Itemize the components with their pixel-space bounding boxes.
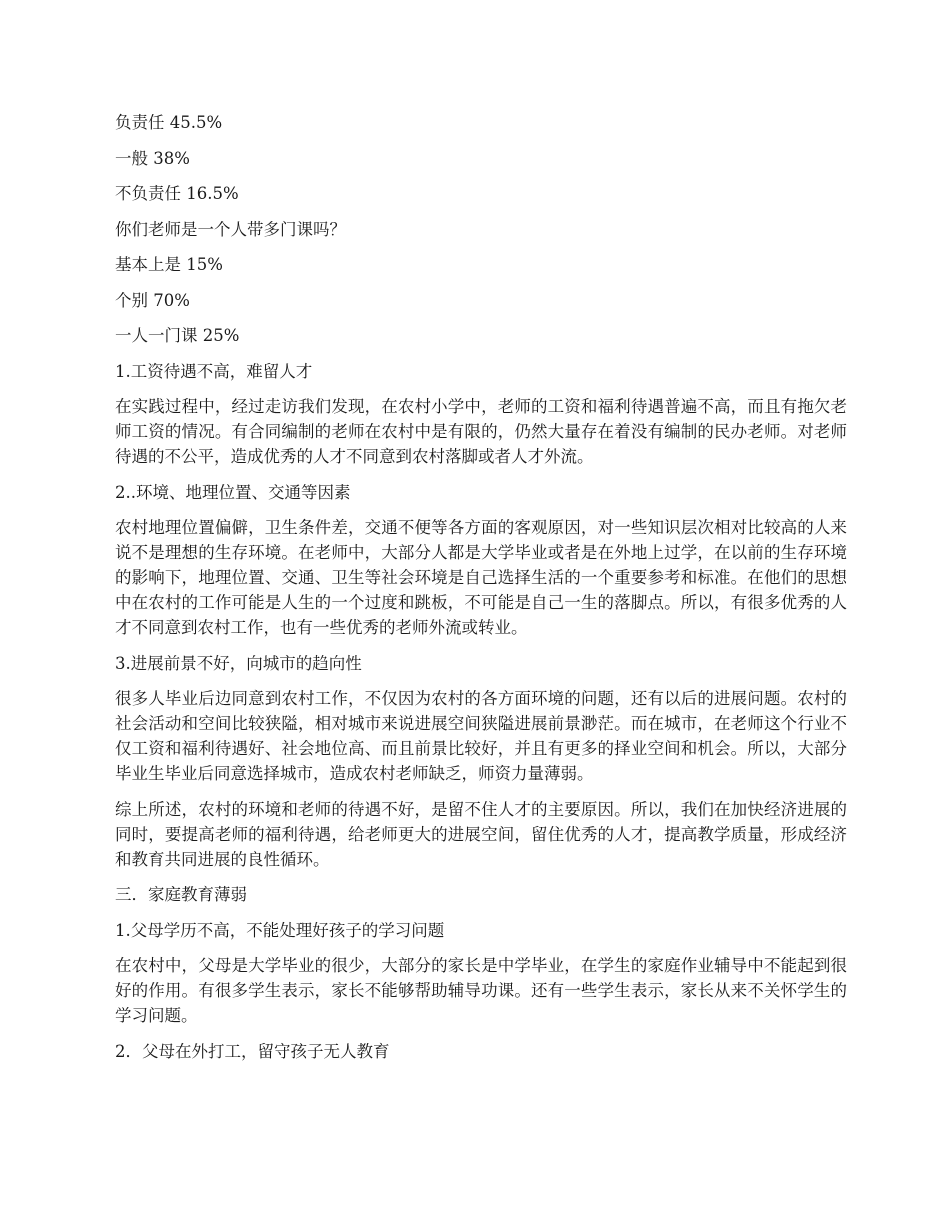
section-heading: 2..环境、地理位置、交通等因素	[115, 482, 351, 502]
body-paragraph: 很多人毕业后边同意到农村工作，不仅因为农村的各方面环境的问题，还有以后的进展问题。农村的社会活动和空间比较狭隘，相对城市来说进展空间狭隘进展前景渺茫。而在城市，在老师这个行业不仅工资和福利待遇好、社会地位高、而且前景比较好，并且有更多的择业空间和机会。所以，大部分毕业生毕业后同意选择城市，造成农村老师缺乏，师资力量薄弱。	[115, 689, 847, 783]
section-heading: 3.进展前景不好，向城市的趋向性	[115, 653, 362, 673]
section-heading: 1.父母学历不高，不能处理好孩子的学习问题	[115, 920, 445, 940]
survey-option: 不负责任 16.5%	[115, 184, 239, 203]
chapter-heading: 三．家庭教育薄弱	[115, 885, 247, 904]
body-paragraph: 综上所述，农村的环境和老师的待遇不好，是留不住人才的主要原因。所以，我们在加快经济进展的同时，要提高老师的福利待遇，给老师更大的进展空间，留住优秀的人才，提高教学质量，形成经济和教育共同进展的良性循环。	[115, 799, 847, 869]
section-heading: 2．父母在外打工，留守孩子无人教育	[115, 1041, 390, 1061]
body-paragraph: 农村地理位置偏僻，卫生条件差，交通不便等各方面的客观原因，对一些知识层次相对比较高的人来说不是理想的生存环境。在老师中，大部分人都是大学毕业或者是在外地上过学，在以前的生存环境的影响下，地理位置、交通、卫生等社会环境是自己选择生活的一个重要参考和标准。在他们的思想中在农村的工作可能是人生的一个过度和跳板，不可能是自己一生的落脚点。所以，有很多优秀的人才不同意到农村工作，也有一些优秀的老师外流或转业。	[115, 518, 847, 637]
survey-question: 你们老师是一个人带多门课吗？	[115, 219, 346, 239]
survey-option: 负责任 45.5%	[115, 113, 223, 132]
body-paragraph: 在实践过程中，经过走访我们发现，在农村小学中，老师的工资和福利待遇普遍不高，而且有拖欠老师工资的情况。有合同编制的老师在农村中是有限的，仍然大量存在着没有编制的民办老师。对老师待遇的不公平，造成优秀的人才不同意到农村落脚或者人才外流。	[115, 397, 847, 466]
survey-option: 一人一门课 25%	[115, 326, 240, 345]
survey-option: 个别 70%	[115, 290, 190, 310]
survey-option: 基本上是 15%	[115, 255, 223, 274]
survey-option: 一般 38%	[115, 148, 190, 168]
body-paragraph: 在农村中，父母是大学毕业的很少，大部分的家长是中学毕业，在学生的家庭作业辅导中不能起到很好的作用。有很多学生表示，家长不能够帮助辅导功课。还有一些学生表示，家长从来不关怀学生的学习问题。	[115, 956, 847, 1025]
section-heading: 1.工资待遇不高，难留人才	[115, 361, 313, 381]
document-body	[115, 110, 847, 1074]
